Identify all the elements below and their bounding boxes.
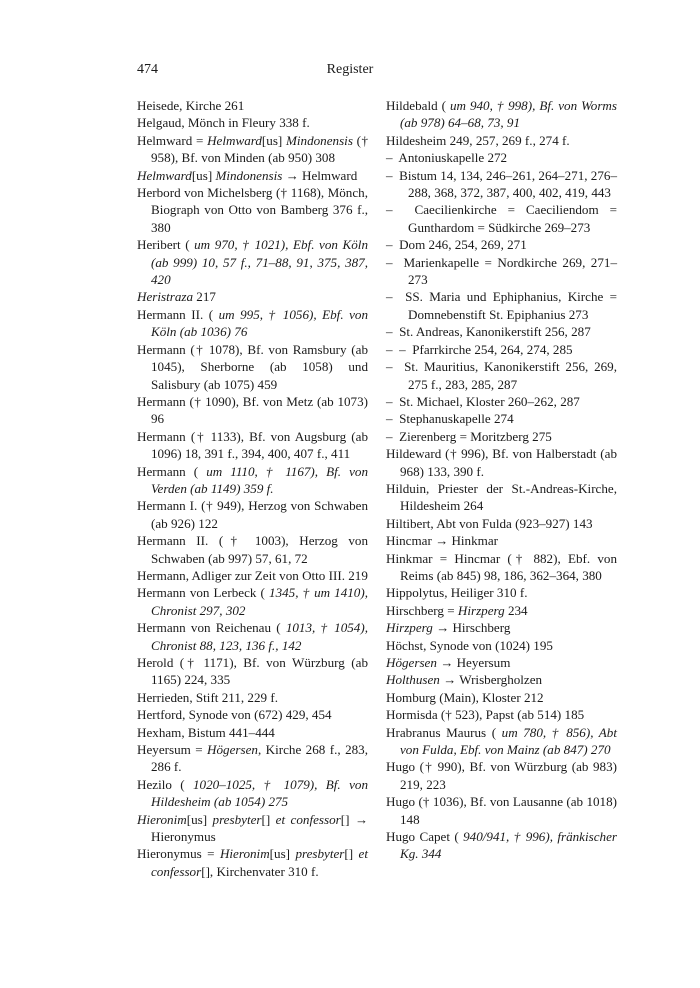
index-entry bbox=[386, 671, 617, 688]
index-entry bbox=[386, 515, 617, 532]
index-entry bbox=[137, 236, 372, 288]
index-entry bbox=[137, 393, 372, 428]
index-entry-text: Hildesheim 249, 257, 269 f., 274 f. bbox=[386, 132, 570, 148]
index-entry-text: – St. Michael, Kloster 260–262, 287 bbox=[386, 393, 580, 409]
index-entry-text: Hermann II. († 1003), Herzog von Schwaben (ab 997) 57, 61, 72 bbox=[137, 533, 372, 566]
index-entry bbox=[386, 97, 621, 132]
index-entry bbox=[386, 828, 621, 863]
index-entry-text: – Dom 246, 254, 269, 271 bbox=[386, 237, 527, 253]
index-entry bbox=[137, 654, 372, 689]
index-entry bbox=[137, 724, 368, 741]
index-entry-text: Hirzperg → Hirschberg bbox=[386, 620, 511, 636]
index-entry-text: – Zierenberg = Moritzberg 275 bbox=[386, 428, 552, 444]
index-entry-text: Hermann von Reichenau ( 1013, † 1054), Chronist 88, 123, 136 f., 142 bbox=[137, 620, 372, 653]
index-entry bbox=[386, 584, 617, 601]
index-entry bbox=[386, 201, 621, 236]
index-entry bbox=[137, 463, 372, 498]
index-entry-text: Heisede, Kirche 261 bbox=[137, 98, 245, 113]
index-entry-text: Hildebald ( um 940, † 998), Bf. von Worms (ab 978) 64–68, 73, 91 bbox=[386, 98, 621, 131]
index-entry-text: Hildeward († 996), Bf. von Halberstadt (ab 968) 133, 390 f. bbox=[386, 446, 621, 479]
index-entry bbox=[137, 619, 372, 654]
index-entry-text: Helmward[us] Mindonensis → Helmward bbox=[137, 167, 358, 183]
index-entry-text: Hermann ( um 1110, † 1167), Bf. von Verden (ab 1149) 359 f. bbox=[137, 463, 372, 496]
index-entry-text: Hertford, Synode von (672) 429, 454 bbox=[137, 707, 332, 723]
index-entry-text: – St. Andreas, Kanonikerstift 256, 287 bbox=[386, 324, 591, 340]
index-entry-text: Hiltibert, Abt von Fulda (923–927) 143 bbox=[386, 515, 593, 531]
index-entry-text: Hexham, Bistum 441–444 bbox=[137, 724, 275, 740]
index-entry-text: Hermann († 1090), Bf. von Metz (ab 1073) 96 bbox=[137, 393, 372, 427]
index-entry bbox=[137, 167, 368, 184]
index-column-right bbox=[386, 97, 621, 863]
index-entry bbox=[137, 132, 372, 167]
index-entry bbox=[386, 758, 621, 793]
index-entry bbox=[386, 236, 617, 253]
index-entry bbox=[386, 480, 621, 515]
index-entry bbox=[386, 602, 617, 619]
index-entry bbox=[137, 288, 368, 305]
index-entry bbox=[386, 410, 617, 427]
index-entry-text: Hieronymus = Hieronim[us] presbyter[] et confessor[], Kirchenvater 310 f. bbox=[137, 846, 372, 879]
index-entry bbox=[137, 584, 372, 619]
index-entry-text: – Marienkapelle = Nordkirche 269, 271–273 bbox=[386, 254, 617, 288]
index-entry-text: Hrabranus Maurus ( um 780, † 856), Abt von Fulda, Ebf. von Mainz (ab 847) 270 bbox=[386, 724, 621, 758]
index-entry bbox=[137, 114, 368, 131]
index-entry bbox=[137, 428, 372, 463]
index-entry bbox=[386, 428, 617, 445]
index-entry-text: – Stephanuskapelle 274 bbox=[386, 411, 514, 427]
index-entry-text: Hermann II. ( um 995, † 1056), Ebf. von Köln (ab 1036) 76 bbox=[137, 306, 372, 340]
index-entry bbox=[386, 689, 617, 706]
index-entry bbox=[386, 132, 617, 149]
index-entry-text: – Antoniuskapelle 272 bbox=[386, 150, 508, 166]
index-entry bbox=[137, 741, 372, 776]
index-entry bbox=[386, 167, 617, 202]
index-entry-text: – Caecilienkirche = Caeciliendom = Gunthardom = Südkirche 269–273 bbox=[386, 202, 621, 235]
running-head: Register bbox=[326, 62, 374, 77]
index-entry bbox=[386, 254, 617, 289]
index-entry bbox=[386, 724, 621, 759]
index-entry bbox=[137, 306, 372, 341]
index-entry bbox=[386, 341, 617, 358]
index-entry bbox=[386, 706, 617, 723]
index-entry-text: Hermann von Lerbeck ( 1345, † um 1410), Chronist 297, 302 bbox=[137, 585, 372, 618]
index-entry-text: Hermann I. († 949), Herzog von Schwaben (ab 926) 122 bbox=[137, 498, 372, 531]
index-entry bbox=[386, 288, 621, 323]
index-entry bbox=[386, 619, 617, 636]
index-entry bbox=[137, 845, 372, 880]
index-column-left bbox=[137, 97, 372, 880]
index-entry-text: Hippolytus, Heiliger 310 f. bbox=[386, 585, 528, 601]
index-entry bbox=[386, 358, 621, 393]
index-entry-text: Herrieden, Stift 211, 229 f. bbox=[137, 689, 278, 705]
index-entry-text: Holthusen → Wrisbergholzen bbox=[386, 672, 543, 688]
index-entry-text: Heyersum = Högersen, Kirche 268 f., 283, 286 f. bbox=[137, 742, 372, 775]
index-entry-text: Hugo († 990), Bf. von Würzburg (ab 983) 219, 223 bbox=[386, 759, 621, 792]
index-entry-text: – SS. Maria und Ephiphanius, Kirche = Domnebenstift St. Epiphanius 273 bbox=[386, 289, 621, 322]
index-entry-text: Högersen → Heyersum bbox=[386, 655, 511, 670]
index-entry-text: Heristraza 217 bbox=[137, 289, 216, 305]
index-entry bbox=[386, 323, 617, 340]
index-entry-text: Heribert ( um 970, † 1021), Ebf. von Köln (ab 999) 10, 57 f., 71–88, 91, 375, 387, 420 bbox=[137, 237, 372, 288]
index-entry-text: Homburg (Main), Kloster 212 bbox=[386, 689, 544, 705]
index-entry bbox=[386, 393, 617, 410]
index-entry-text: Herbord von Michelsberg († 1168), Mönch, Biograph von Otto von Bamberg 376 f., 380 bbox=[137, 185, 372, 235]
index-entry-text: – St. Mauritius, Kanonikerstift 256, 269, 275 f., 283, 285, 287 bbox=[386, 359, 621, 392]
index-entry bbox=[137, 567, 368, 584]
index-entry-text: Hormisda († 523), Papst (ab 514) 185 bbox=[386, 707, 585, 723]
index-entry bbox=[137, 776, 372, 811]
index-entry bbox=[386, 532, 617, 549]
index-entry-text: Hilduin, Priester der St.-Andreas-Kirche, Hildesheim 264 bbox=[386, 480, 621, 514]
index-entry bbox=[137, 811, 372, 846]
index-entry-text: Höchst, Synode von (1024) 195 bbox=[386, 637, 553, 653]
index-entry bbox=[137, 689, 368, 706]
index-entry-text: Herold († 1171), Bf. von Würzburg (ab 1165) 224, 335 bbox=[137, 655, 372, 688]
index-entry-text: Hirschberg = Hirzperg 234 bbox=[386, 602, 528, 618]
index-entry bbox=[137, 497, 372, 532]
index-entry bbox=[386, 149, 617, 166]
index-entry bbox=[386, 793, 621, 828]
index-entry-text: Hieronim[us] presbyter[] et confessor[] → Hieronymus bbox=[137, 811, 372, 845]
index-entry bbox=[386, 654, 617, 671]
index-entry-text: Hermann († 1133), Bf. von Augsburg (ab 1096) 18, 391 f., 394, 400, 407 f., 411 bbox=[137, 428, 372, 462]
index-entry-text: Hermann, Adliger zur Zeit von Otto III. 219 bbox=[137, 567, 368, 583]
index-entry-text: – – Pfarrkirche 254, 264, 274, 285 bbox=[386, 341, 573, 357]
index-entry-text: – Bistum 14, 134, 246–261, 264–271, 276–288, 368, 372, 387, 400, 402, 419, 443 bbox=[386, 167, 617, 201]
index-entry bbox=[137, 97, 368, 114]
index-entry bbox=[137, 706, 368, 723]
index-entry-text: Hugo († 1036), Bf. von Lausanne (ab 1018) 148 bbox=[386, 794, 621, 827]
page-number: 474 bbox=[137, 62, 158, 77]
index-entry-text: Hezilo ( 1020–1025, † 1079), Bf. von Hildesheim (ab 1054) 275 bbox=[137, 776, 372, 810]
index-entry-text: Hugo Capet ( 940/941, † 996), fränkischer Kg. 344 bbox=[386, 829, 621, 862]
index-entry bbox=[137, 184, 372, 236]
index-entry-text: Hinkmar = Hincmar († 882), Ebf. von Reims (ab 845) 98, 186, 362–364, 380 bbox=[386, 550, 621, 583]
index-entry bbox=[386, 445, 621, 480]
index-entry bbox=[386, 637, 617, 654]
index-entry-text: Helmward = Helmward[us] Mindonensis († 958), Bf. von Minden (ab 950) 308 bbox=[137, 132, 372, 166]
index-entry-text: Helgaud, Mönch in Fleury 338 f. bbox=[137, 115, 310, 131]
index-entry bbox=[386, 550, 621, 585]
index-entry bbox=[137, 532, 372, 567]
index-entry-text: Hincmar → Hinkmar bbox=[386, 533, 498, 549]
index-entry-text: Hermann († 1078), Bf. von Ramsbury (ab 1045), Sherborne (ab 1058) und Salisbury (ab 1075) 459 bbox=[137, 341, 372, 392]
index-entry bbox=[137, 341, 372, 393]
